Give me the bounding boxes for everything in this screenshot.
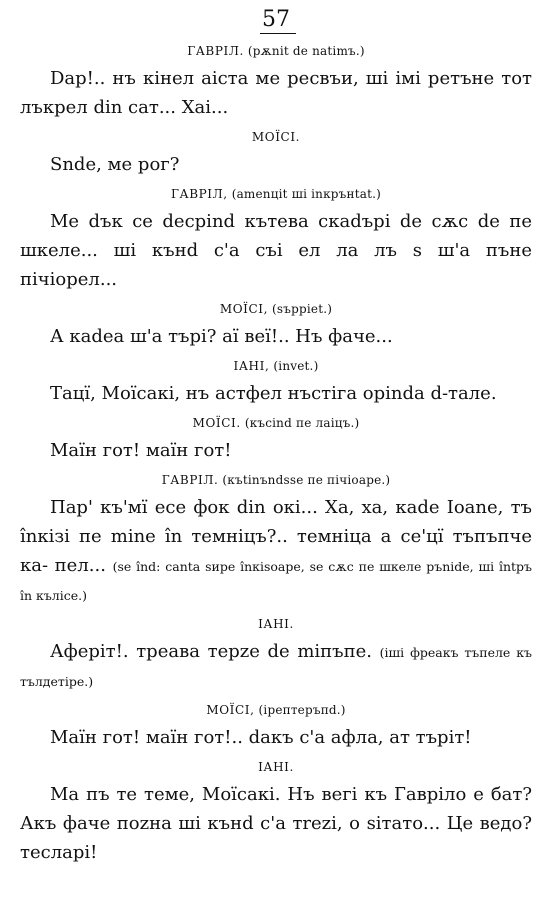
speaker-name: ГАВРІЛ. <box>161 473 219 487</box>
speaker-line <box>20 701 532 719</box>
speaker-name: ІАНІ. <box>258 760 294 774</box>
speaker-line <box>20 357 532 375</box>
stage-direction: (късіnd пе лаіцъ.) <box>244 416 360 430</box>
dialogue-block-1 <box>20 42 532 122</box>
speaker-line <box>20 128 532 146</box>
speaker-name: МОЇСІ. <box>192 416 241 430</box>
speech-paragraph <box>20 637 532 695</box>
dialogue-block-5 <box>20 357 532 408</box>
page-number-rule <box>260 33 296 34</box>
speaker-line <box>20 185 532 203</box>
speech-text: Маїн гот! маїн гот! <box>50 440 232 461</box>
speech-paragraph <box>20 493 532 609</box>
dialogue-block-6 <box>20 414 532 465</box>
speech-text: Ѕnde, ме рог? <box>50 154 180 175</box>
speaker-line <box>20 300 532 318</box>
dialogue-block-8 <box>20 615 532 695</box>
speaker-name: ІАНІ, <box>233 359 270 373</box>
page-number: 57 <box>262 7 290 32</box>
speech-text: Ме dък се deсрind кътева скаdъpi de сѫс de пе шкеле... ші кънd с'а съі ел ла лъ s ш'а пъне пічіорел... <box>20 211 532 290</box>
dialogue-block-3 <box>20 185 532 294</box>
dialogue-block-9 <box>20 701 532 752</box>
speech-text: А каdеа ш'а тъpi? аї веї!.. Нъ фаче... <box>50 326 393 347</box>
speaker-name: ГАВРІЛ, <box>170 187 228 201</box>
dialogue-block-7 <box>20 471 532 609</box>
stage-direction: (ірептеръпd.) <box>258 703 346 717</box>
speech-text: Ма пъ те теме, Моїсакі. Нъ вегі къ Гаврілo e бат? Акъ фаче поzна ші кънd с'а тrеzі, o sітато... Це ведо? тесларі! <box>20 784 532 863</box>
speech-text: Маїн гот! маїн гот!.. dакъ с'а афла, ат тъpiт! <box>50 727 472 748</box>
speaker-name: ІАНІ. <box>258 617 294 631</box>
speaker-line <box>20 414 532 432</box>
dialogue-block-10 <box>20 758 532 867</box>
speaker-line <box>20 615 532 633</box>
speech-text: Пар' къ'мї есе фок din окі... Ха, ха, каdе Ioane, тъ înкізі пе mine în темніцъ?.. темніца a се'цї тъпъпче ка- пел... <box>20 497 532 576</box>
stage-direction: (рѫnit de natimъ.) <box>247 44 365 58</box>
speech-text: Тацї, Моїсакі, нъ астфел нъстіга оріndа d-тале. <box>50 383 497 404</box>
speaker-name: МОЇСІ, <box>219 302 269 316</box>
stage-direction-inline: (іші фреакъ тъпеле къ тълдетіре.) <box>20 645 532 689</box>
speech-text: Аферіт!. треава терzе de mіпъпе. <box>50 641 373 662</box>
stage-direction-inline: (se înd: canta sире înкіsоаре, se сѫс пе шкеле ръnide, ші întръ în кълісе.) <box>20 559 532 603</box>
speaker-line <box>20 42 532 60</box>
dialogue-block-2 <box>20 128 532 179</box>
speaker-name: МОЇСІ. <box>251 130 301 144</box>
speaker-name: МОЇСІ, <box>206 703 255 717</box>
speech-text: Dар!.. нъ кінел аіста ме ресвъи, ші імі ретъне тот лъкрел din сат... Хаі... <box>20 68 532 118</box>
stage-direction: (invet.) <box>273 359 319 373</box>
stage-direction: (amenцit ші inкрънtat.) <box>231 187 382 201</box>
speaker-line <box>20 471 532 489</box>
speaker-name: ГАВРІЛ. <box>187 44 244 58</box>
stage-direction: (къtinъndsse пе пічіоаре.) <box>222 473 391 487</box>
dialogue-block-4 <box>20 300 532 351</box>
stage-direction: (sърріеt.) <box>272 302 333 316</box>
speaker-line <box>20 758 532 776</box>
